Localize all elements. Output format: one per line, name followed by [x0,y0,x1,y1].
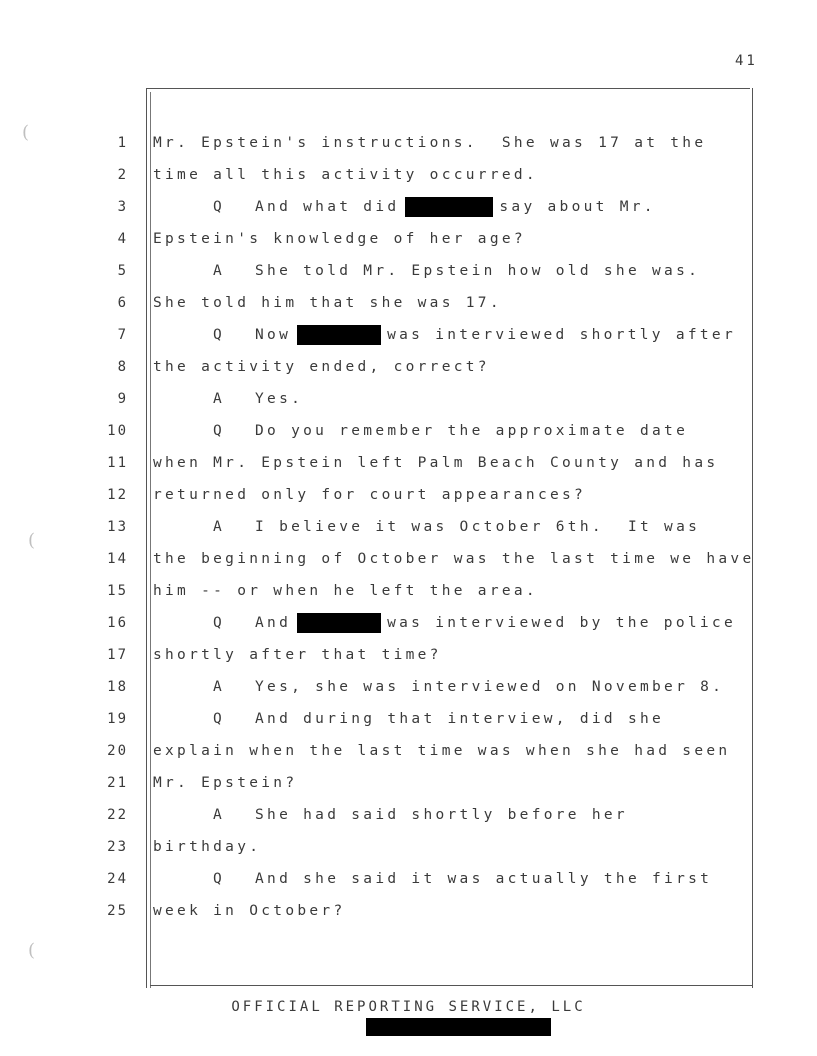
line-text: birthday. [153,839,262,855]
line-number: 11 [107,455,128,471]
line-number: 24 [107,871,128,887]
answer-text: Yes, she was interviewed on November 8. [255,679,725,695]
transcript-line [0,644,817,666]
transcript-line [0,452,817,474]
transcript-line [0,900,817,922]
line-number: 6 [117,295,128,311]
transcript-line [0,132,817,154]
hole-punch-mark: ( [22,122,30,143]
qa-marker: A [213,519,226,535]
transcript-line [0,196,817,218]
text-after-redaction: was interviewed shortly after [387,327,736,343]
page-number: 41 [735,53,758,69]
line-number: 20 [107,743,128,759]
line-text: him -- or when he left the area. [153,583,538,599]
line-number: 14 [107,551,128,567]
redaction-box [297,325,381,345]
line-text [213,516,700,538]
line-text: time all this activity occurred. [153,167,538,183]
line-text [213,420,688,442]
line-number: 25 [107,903,128,919]
frame-bottom-border [150,985,752,986]
line-text: the activity ended, correct? [153,359,490,375]
text-before-redaction: Now [255,327,292,343]
footer-redaction-box [366,1018,551,1036]
transcript-line [0,772,817,794]
line-text [213,612,736,634]
qa-marker: Q [213,327,226,343]
transcript-line [0,356,817,378]
text-after-redaction: say about Mr. [499,199,656,215]
question-text: Do you remember the approximate date [255,423,689,439]
qa-marker: Q [213,871,226,887]
qa-marker: Q [213,423,226,439]
qa-marker: A [213,679,226,695]
line-number: 23 [107,839,128,855]
footer-reporter-name: OFFICIAL REPORTING SERVICE, LLC [231,999,586,1015]
line-number: 15 [107,583,128,599]
transcript-line [0,164,817,186]
transcript-line [0,324,817,346]
answer-text: She told Mr. Epstein how old she was. [255,263,701,279]
transcript-line [0,420,817,442]
line-text: shortly after that time? [153,647,442,663]
text-after-redaction: was interviewed by the police [387,615,736,631]
line-number: 22 [107,807,128,823]
line-number: 17 [107,647,128,663]
transcript-line [0,708,817,730]
line-number: 2 [117,167,128,183]
question-text: And during that interview, did she [255,711,665,727]
transcript-line [0,676,817,698]
answer-text: Yes. [255,391,304,407]
answer-text: I believe it was October 6th. It was [255,519,701,535]
qa-marker: A [213,263,226,279]
frame-top-border [146,88,750,89]
qa-marker: Q [213,199,226,215]
line-text: explain when the last time was when she had seen [153,743,731,759]
line-text: Mr. Epstein? [153,775,298,791]
line-text [213,260,700,282]
line-number: 16 [107,615,128,631]
hole-punch-mark: ( [28,530,36,551]
transcript-line [0,580,817,602]
question-text: And she said it was actually the first [255,871,713,887]
line-number: 8 [117,359,128,375]
line-number: 21 [107,775,128,791]
transcript-line [0,804,817,826]
qa-marker: A [213,391,226,407]
transcript-line [0,740,817,762]
line-number: 19 [107,711,128,727]
line-text: Mr. Epstein's instructions. She was 17 at the [153,135,707,151]
line-text [213,324,736,346]
line-number: 7 [117,327,128,343]
line-text [213,676,724,698]
line-text: week in October? [153,903,346,919]
qa-marker: Q [213,615,226,631]
line-number: 13 [107,519,128,535]
transcript-line [0,388,817,410]
transcript-line [0,836,817,858]
line-number: 12 [107,487,128,503]
line-number: 4 [117,231,128,247]
line-text [213,196,656,218]
line-text [213,388,303,410]
line-text [213,708,664,730]
line-text: when Mr. Epstein left Palm Beach County and has [153,455,719,471]
transcript-line [0,612,817,634]
answer-text: She had said shortly before her [255,807,628,823]
line-text: the beginning of October was the last time we have [153,551,755,567]
line-text: Epstein's knowledge of her age? [153,231,526,247]
line-number: 3 [117,199,128,215]
line-number: 1 [117,135,128,151]
line-number: 10 [107,423,128,439]
transcript-line [0,260,817,282]
line-text [213,868,712,890]
line-number: 18 [107,679,128,695]
redaction-box [405,197,493,217]
line-text [213,804,628,826]
text-before-redaction: And [255,615,292,631]
qa-marker: Q [213,711,226,727]
hole-punch-mark: ( [28,940,36,961]
text-before-redaction: And what did [255,199,400,215]
transcript-line [0,228,817,250]
line-number: 5 [117,263,128,279]
transcript-line [0,484,817,506]
transcript-line [0,516,817,538]
line-text: She told him that she was 17. [153,295,502,311]
transcript-line [0,868,817,890]
transcript-line [0,292,817,314]
qa-marker: A [213,807,226,823]
transcript-line [0,548,817,570]
line-text: returned only for court appearances? [153,487,587,503]
line-number: 9 [117,391,128,407]
redaction-box [297,613,381,633]
